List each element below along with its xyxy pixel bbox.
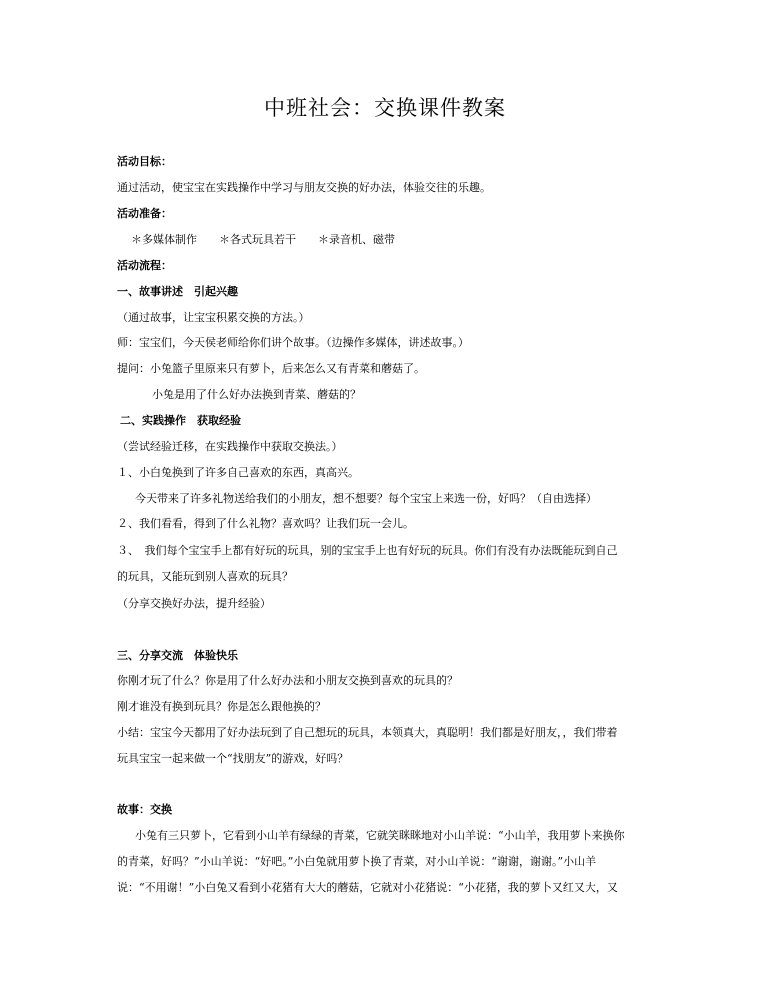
paragraph: （尝试经验迁移，在实践操作中获取交换法。） bbox=[117, 440, 343, 453]
paragraph: 师：宝宝们，今天侯老师给你们讲个故事。（边操作多媒体，讲述故事。） bbox=[117, 336, 469, 349]
paragraph: 通过活动，使宝宝在实践操作中学习与朋友交换的好办法，体验交往的乐趣。 bbox=[117, 181, 491, 194]
paragraph: （通过故事，让宝宝积累交换的方法。） bbox=[117, 311, 310, 324]
paragraph: 你刚才玩了什么？你是用了什么好办法和小朋友交换到喜欢的玩具的？ bbox=[117, 674, 458, 687]
paragraph: 玩具宝宝一起来做一个“找朋友”的游戏，好吗？ bbox=[117, 752, 349, 765]
section-heading-prep: 活动准备： bbox=[117, 207, 172, 220]
document-title: 中班社会：交换课件教案 bbox=[264, 96, 506, 120]
paragraph: ２、我们看看，得到了什么礼物？喜欢吗？让我们玩一会儿。 bbox=[117, 517, 414, 530]
step-heading-2: 二、实践操作 获取经验 bbox=[120, 414, 241, 427]
story-paragraph: 小兔有三只萝卜，它看到小山羊有绿绿的青菜，它就笑眯眯地对小山羊说：“小山羊，我用萝卜来换你 bbox=[135, 829, 625, 842]
paragraph: 小兔是用了什么好办法换到青菜、蘑菇的？ bbox=[152, 388, 361, 401]
paragraph: 提问：小兔篮子里原来只有萝卜，后来怎么又有青菜和蘑菇了。 bbox=[117, 362, 425, 375]
paragraph: 今天带来了许多礼物送给我们的小朋友，想不想要？每个宝宝上来选一份，好吗？（自由选择） bbox=[135, 492, 597, 505]
paragraph: ３、 我们每个宝宝手上都有好玩的玩具，别的宝宝手上也有好玩的玩具。你们有没有办法既能玩到自己 bbox=[117, 544, 618, 557]
paragraph: 小结：宝宝今天都用了好办法玩到了自己想玩的玩具，本领真大，真聪明！我们都是好朋友，，我们带着 bbox=[117, 726, 618, 739]
paragraph: （分享交换好办法，提升经验） bbox=[117, 597, 271, 610]
paragraph: 的玩具，又能玩到别人喜欢的玩具？ bbox=[117, 570, 293, 583]
story-heading: 故事：交换 bbox=[117, 803, 172, 816]
paragraph: 刚才谁没有换到玩具？你是怎么跟他换的？ bbox=[117, 700, 326, 713]
story-paragraph: 说：“不用谢！”小白兔又看到小花猪有大大的蘑菇，它就对小花猪说：“小花猪，我的萝卜又红又大，又 bbox=[117, 881, 618, 894]
paragraph: １、小白兔换到了许多自己喜欢的东西，真高兴。 bbox=[117, 466, 359, 479]
step-heading-1: 一、故事讲述 引起兴趣 bbox=[117, 285, 238, 298]
story-paragraph: 的青菜，好吗？”小山羊说：“好吧。”小白兔就用萝卜换了青菜，对小山羊说：“谢谢，谢谢。”小山羊 bbox=[117, 855, 597, 868]
prep-items: ＊多媒体制作 ＊各式玩具若干 ＊录音机、磁带 bbox=[131, 233, 395, 246]
step-heading-3: 三、分享交流 体验快乐 bbox=[117, 649, 238, 662]
section-heading-goals: 活动目标： bbox=[117, 155, 172, 168]
section-heading-process: 活动流程： bbox=[117, 259, 172, 272]
